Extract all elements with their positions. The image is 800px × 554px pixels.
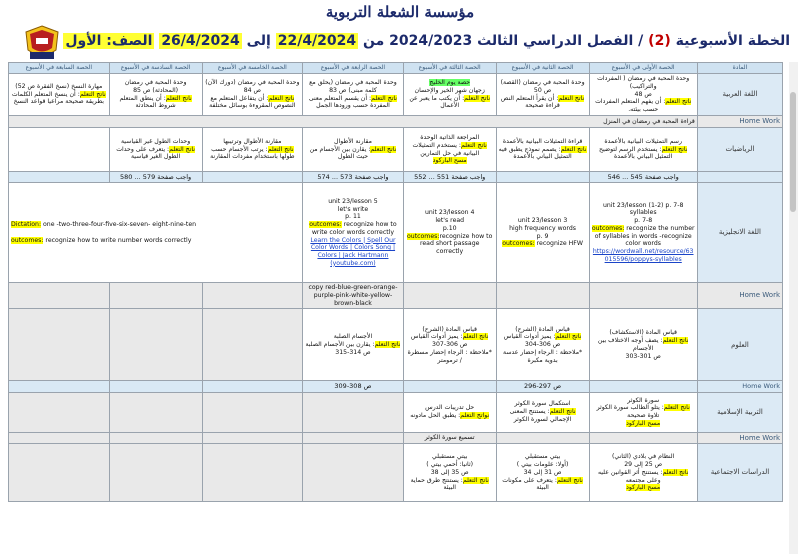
col-header: الحصة السابعة في الأسبوع (9, 63, 110, 74)
homework-pages: واجب صفحة 579 ... 580 (109, 172, 202, 183)
homework-text: copy red-blue-green-orange- purple-pink-white-yellow-brown-black (303, 283, 404, 309)
homework-row (9, 116, 783, 128)
lesson-cell: قراءة التمثيلات البيانية بالأعمدة ناتج التعلم: يصمم نموذج يطبق فيه التمثيل البياني بالأعمدة (496, 128, 589, 172)
date-to: 26/4/2024 (161, 33, 240, 49)
lesson-cell: الأجسام الصلبة ناتج التعلم: يقارن بين الأجسام الصلبة ص 314-315 (303, 309, 404, 381)
lesson-cell: بيتي مستقبلي (أولا: علومات بيتي ) ص 31 إلى 34 ناتج التعلم: يتعرف على مكونات البيئة (496, 444, 589, 502)
lesson-cell: unit 23/lesson 5 let's write p. 11 outcomes: recognize how to write color words correctly Learn the Colors | Spell Our Color Words | Colors Song | Colors | Jack Hartmann (youtube.com) (303, 183, 404, 283)
lesson-cell: unit 23/lesson 4 let's read p.10 outcomes:recognize how to read short passage correctly (403, 183, 496, 283)
col-header: الحصة الرابعة في الأسبوع (303, 63, 404, 74)
subject-cell: اللغة الانجليزية (697, 183, 782, 283)
school-logo (22, 24, 62, 62)
col-header: الحصة الخامسة في الأسبوع (202, 63, 303, 74)
lesson-cell (9, 444, 110, 502)
lesson-cell: unit 23/lesson 3 high frequency words p. 9 outcomes: recognize HFW (496, 183, 589, 283)
table-row (9, 74, 783, 116)
page-header (0, 0, 800, 62)
col-header: الحصة الثالثة في الأسبوع (403, 63, 496, 74)
col-header: الحصة الأولى في الأسبوع (589, 63, 697, 74)
lesson-cell: وحدة المحبة في رمضان (المحادثة) ص 85 ناتج التعلم: أن ينطق المتعلم شروط المحادثة (109, 74, 202, 116)
lesson-cell (109, 444, 202, 502)
homework-pages: واجب صفحة 573 ... 574 (303, 172, 404, 183)
homework-pages (589, 381, 697, 392)
lesson-cell: قياس المادة (الاستكشاف) ناتج التعلم: يصف أوجه الاختلاف بين الأجسام ص 301-303 (589, 309, 697, 381)
homework-text: قراءة المحبة في رمضان في المنزل (9, 116, 698, 128)
table-row (9, 444, 783, 502)
homework-pages (109, 381, 202, 392)
lesson-cell: استكمال سورة الكوثر ناتج التعلم: يستنتج المعنى الإجمالي لسورة الكوثر (496, 392, 589, 432)
lesson-cell: مقارنة الأطوال ناتج التعلم: يقارن بين الأجسام من حيث الطول (303, 128, 404, 172)
homework-label: Home Work (697, 116, 782, 128)
homework-cell (496, 432, 589, 444)
homework-cell (589, 432, 697, 444)
homework-cell (496, 283, 589, 309)
subject-cell: الدراسات الاجتماعية (697, 444, 782, 502)
scrollbar-thumb[interactable] (790, 92, 796, 212)
homework-pages: ص 308-309 (303, 381, 404, 392)
plan-title: الخطة الأسبوعية (2) / الفصل الدراسي الثالث 2024/2023 من 22/4/2024 إلى 26/4/2024 الصف: الأول (65, 33, 790, 49)
table-row (9, 128, 783, 172)
lesson-cell: unit 23/lesson (1-2) p. 7-8 syllables p. 7-8 outcomes: recognize the number of syllables in words -recognize color words https://wordwall.net/resource/63015596/poppys-syllables (589, 183, 697, 283)
lesson-cell: حصة يوم الخليج زجهان شهر الخير والإحسان ناتج التعلم: أن يكتب ما يعبر عن الأعمال (403, 74, 496, 116)
homework-row (9, 432, 783, 444)
table-row (9, 309, 783, 381)
lesson-cell: حل تدريبات الدرس نواتج التعلم: يطبق الحل مادونه (403, 392, 496, 432)
homework-pages (9, 381, 110, 392)
table-row (9, 392, 783, 432)
lesson-cell: بيتي مستقبلي (ثانيا: أحمي بيتي ) ص 35 إلى 38 ناتج التعلم: يستنتج طرق حماية البيئة (403, 444, 496, 502)
homework-row (9, 283, 783, 309)
homework-cell (403, 283, 496, 309)
dictation-cell: Dictation: one -two-three-four-five-six-seven- eight-nine-ten outcomes: recognize how to write number words correctly (9, 183, 303, 283)
lesson-cell: وحدة المحبة في رمضان (دورك الآن) ص 84 ناتج التعلم: أن يتفاعل المتعلم مع النصوص المقروءة بوسائل مختلفة (202, 74, 303, 116)
homework-pages: واجب صفحة 551 ... 552 (403, 172, 496, 183)
lesson-cell: المراجعة الذاتية الوحدة ناتج التعلم: يستخدم التمثيلات البيانية في حل التمارين مسح الباركود (403, 128, 496, 172)
homework-label: Home Work (697, 283, 782, 309)
lesson-cell (109, 392, 202, 432)
homework-pages: ص 297-296 (496, 381, 589, 392)
lesson-cell (9, 392, 110, 432)
youtube-link[interactable]: Learn the Colors | Spell Our Color Words | Colors Song | Colors | Jack Hartmann (youtube.com) (310, 236, 396, 267)
organization-name: مؤسسة الشعلة التربوية (325, 3, 475, 21)
grade-label: الصف: الأول (65, 33, 153, 49)
homework-cell (9, 283, 110, 309)
homework-pages (403, 381, 496, 392)
lesson-cell: وحدة المحبة في رمضان ( المفردات والتراكيب) ص 48 ناتج التعلم: أن يفهم المتعلم المفردات حسب بيئته. (589, 74, 697, 116)
homework-pages: واجب صفحة 545 ... 546 (589, 172, 697, 183)
homework-label: Home Work (697, 381, 782, 392)
lesson-cell: رسم التمثيلات البيانية بالأعمدة ناتج التعلم: يستخدم الرسم لتوضيح التمثيل البياني بالأعمدة (589, 128, 697, 172)
homework-cell (109, 283, 202, 309)
lesson-cell (303, 392, 404, 432)
lesson-cell: سورة الكوثر ناتج التعلم: يتلو الطالب سورة الكوثر تلاوة صحيحة مسح الباركود (589, 392, 697, 432)
homework-cell (589, 283, 697, 309)
lesson-cell (202, 444, 303, 502)
table-row (9, 183, 783, 283)
homework-pages (202, 381, 303, 392)
homework-pages-row (9, 381, 783, 392)
homework-label: Home Work (697, 432, 782, 444)
col-header: الحصة السادسة في الأسبوع (109, 63, 202, 74)
lesson-cell (303, 444, 404, 502)
homework-pages-row (9, 172, 783, 183)
lesson-cell: قياس المادة (الشرح) ناتج التعلم: يميز أدوات القياس ص 306-307 *ملاحظة : الرجاء إحضار مسطرة / ترمومتر (403, 309, 496, 381)
col-header: المادة (697, 63, 782, 74)
lesson-cell: النظام في بلادي (الثاني) ص 25 إلى 29 ناتج التعلم: يستنتج أثر القوانين عليه وعلى مجتمعه مسح الباركود (589, 444, 697, 502)
homework-cell (109, 432, 202, 444)
table-header-row (9, 63, 783, 74)
date-from: 22/4/2024 (277, 33, 357, 49)
subject-cell: اللغة العربية (697, 74, 782, 116)
homework-pages (9, 172, 110, 183)
homework-label (697, 172, 782, 183)
subject-cell: العلوم (697, 309, 782, 381)
vertical-scrollbar[interactable] (789, 62, 798, 554)
lesson-cell (9, 128, 110, 172)
lesson-cell (202, 392, 303, 432)
homework-text: تسميع سورة الكوثر (403, 432, 496, 444)
subject-cell: التربية الإسلامية (697, 392, 782, 432)
col-header: الحصة الثانية في الأسبوع (496, 63, 589, 74)
wordwall-link[interactable]: https://wordwall.net/resource/63015596/poppys-syllables (592, 248, 694, 263)
lesson-cell: قياس المادة (الشرح) ناتج التعلم: يميز أدوات القياس ص 306-304 *ملاحظة : الرجاء إحضار عدسة بدوية مكبرة (496, 309, 589, 381)
lesson-cell: وحدة المحبة في رمضان (القصة) ص 50 ناتج التعلم: أن يقرأ المتعلم النص قراءة صحيحة (496, 74, 589, 116)
homework-cell (202, 283, 303, 309)
lesson-cell: وحدات الطول غير القياسية ناتج التعلم: يتعرف على وحدات الطول الغير قياسية (109, 128, 202, 172)
lesson-cell: وحدة المحبة في رمضان (يحلق مع كلمة مبنى) ص 83 ناتج التعلم: أن يقسم المتعلم معنى المفردة حسب ورودها الجمل (303, 74, 404, 116)
homework-pages (496, 172, 589, 183)
lesson-cell (202, 309, 303, 381)
lesson-cell: مهارة النسخ (نسخ الفقرة ص 52) ناتج التعلم: أن ينسخ المتعلم الكلمات بطريقة صحيحة مراعيا قواعد النسخ (9, 74, 110, 116)
homework-pages (202, 172, 303, 183)
lesson-cell (9, 309, 110, 381)
homework-cell (202, 432, 303, 444)
weekly-plan-table (8, 62, 783, 502)
homework-cell (303, 432, 404, 444)
lesson-cell (109, 309, 202, 381)
lesson-cell: مقارنة الأطوال وترتيبها ناتج التعلم: يرتب الأجسام حسب طولها باستخدام مفردات المقارنة (202, 128, 303, 172)
homework-cell (9, 432, 110, 444)
subject-cell: الرياضيات (697, 128, 782, 172)
